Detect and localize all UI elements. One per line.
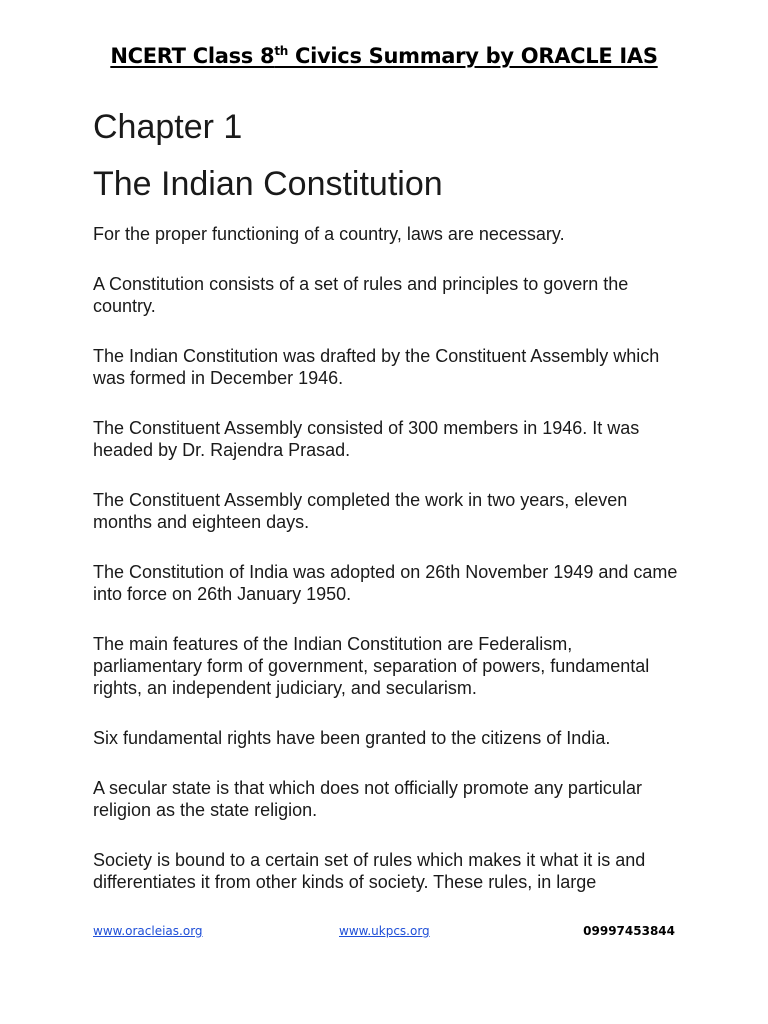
paragraph: The main features of the Indian Constitution are Federalism, parliamentary form of government, separation of powers, fundamental rights, an independent judiciary, and secularism. — [93, 634, 650, 698]
paragraph: The Indian Constitution was drafted by the Constituent Assembly which was formed in December 1946. — [93, 346, 660, 388]
footer-phone: 09997453844 — [583, 924, 675, 938]
header-title-prefix: NCERT Class 8 — [110, 44, 275, 68]
page-header — [0, 44, 768, 68]
paragraph: The Constituent Assembly consisted of 300 members in 1946. It was headed by Dr. Rajendra Prasad. — [93, 418, 640, 460]
header-title — [110, 44, 657, 68]
footer-link-oracleias[interactable]: www.oracleias.org — [93, 924, 203, 938]
chapter-label: Chapter 1 — [93, 108, 243, 146]
chapter-title: The Indian Constitution — [93, 165, 443, 203]
paragraph: For the proper functioning of a country, laws are necessary. — [93, 224, 565, 244]
paragraph: Society is bound to a certain set of rules which makes it what it is and differentiates it from other kinds of society. These rules, in large — [93, 850, 646, 892]
paragraph: A Constitution consists of a set of rules and principles to govern the country. — [93, 274, 629, 316]
page-footer — [93, 924, 675, 942]
header-title-superscript: th — [274, 44, 288, 58]
paragraph: The Constituent Assembly completed the work in two years, eleven months and eighteen days. — [93, 490, 628, 532]
paragraph: The Constitution of India was adopted on 26th November 1949 and came into force on 26th January 1950. — [93, 562, 678, 604]
paragraph: Six fundamental rights have been granted to the citizens of India. — [93, 728, 611, 748]
paragraph: A secular state is that which does not officially promote any particular religion as the state religion. — [93, 778, 642, 820]
chapter-content — [93, 223, 683, 921]
footer-link-ukpcs[interactable]: www.ukpcs.org — [339, 924, 430, 938]
header-title-suffix: Civics Summary by ORACLE IAS — [288, 44, 658, 68]
